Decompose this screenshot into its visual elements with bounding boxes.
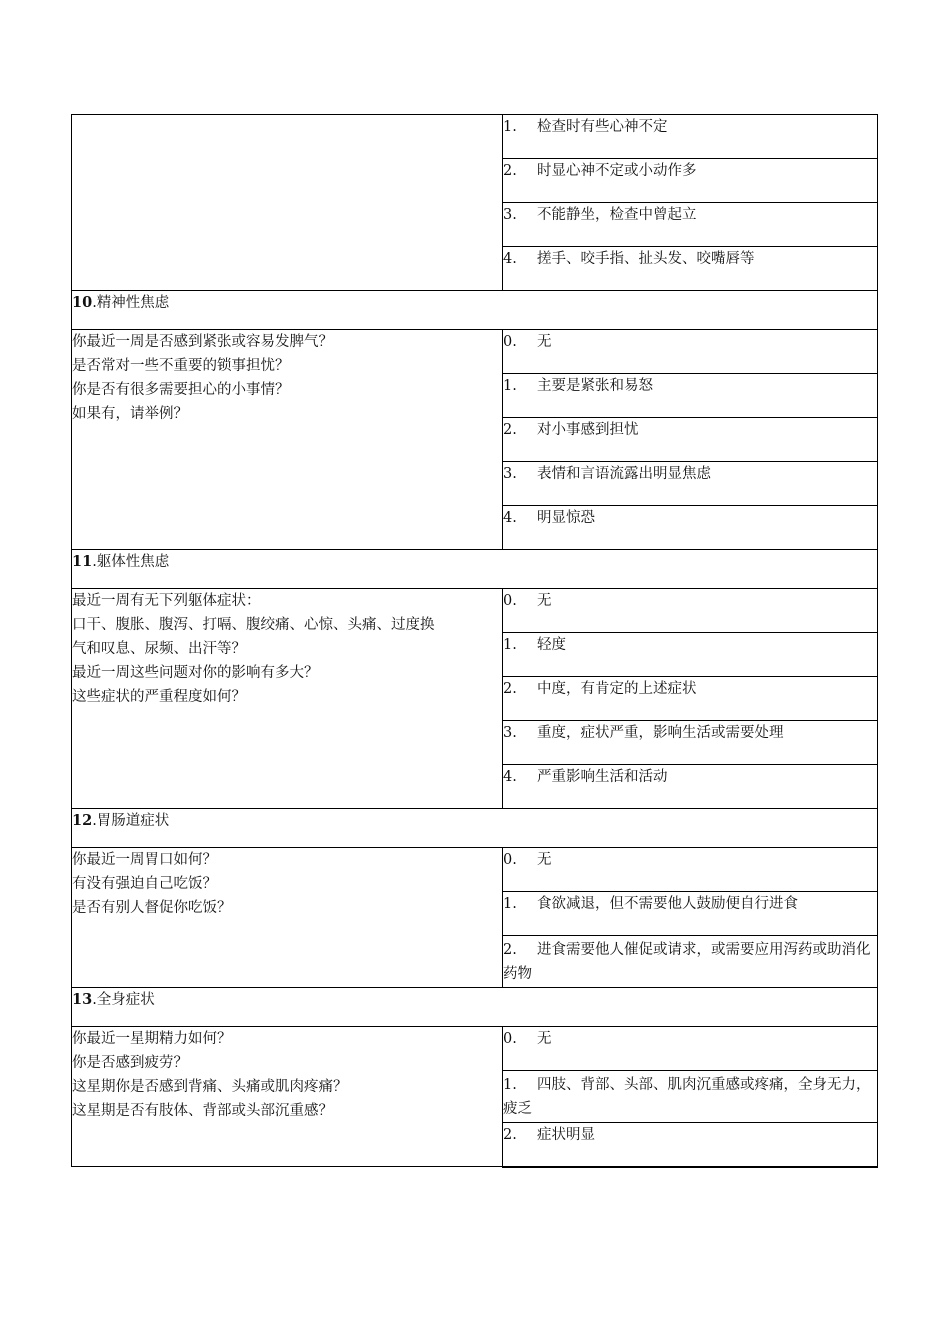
option-number: 2.: [503, 1127, 517, 1143]
option-cell: [503, 374, 878, 418]
option-number: 4.: [503, 251, 517, 267]
option-text: 检查时有些心神不定: [537, 119, 668, 135]
question-line: 你是否有很多需要担心的小事情？: [72, 382, 290, 398]
table-row: [72, 330, 878, 374]
option-text: 表情和言语流露出明显焦虑: [537, 466, 711, 482]
section-title: 全身症状: [96, 992, 155, 1008]
option-number: 2.: [503, 422, 517, 438]
option-number: 1.: [503, 119, 517, 135]
option-number: 0.: [503, 1031, 517, 1047]
option-number: 3.: [503, 207, 517, 223]
section-header: [72, 550, 878, 589]
section-separator: .: [92, 813, 97, 829]
option-text: 重度，症状严重，影响生活或需要处理: [537, 725, 784, 741]
question-cell: [72, 589, 503, 809]
rating-scale-table: [71, 114, 878, 1168]
option-cell: [503, 721, 878, 765]
section-header-row: [72, 291, 878, 330]
question-cell: [72, 1027, 503, 1167]
table-row: [72, 115, 878, 159]
option-number: 0.: [503, 334, 517, 350]
option-cell: [503, 677, 878, 721]
option-number: 0.: [503, 593, 517, 609]
option-text: 不能静坐，检查中曾起立: [537, 207, 697, 223]
section-number: 11: [72, 553, 93, 570]
option-number: 4.: [503, 769, 517, 785]
option-cell: [503, 936, 878, 988]
question-line: 气和叹息、尿频、出汗等？: [72, 641, 246, 657]
option-number: 1.: [503, 378, 517, 394]
section-title: 精神性焦虑: [96, 295, 170, 311]
question-line: 这些症状的严重程度如何？: [72, 689, 246, 705]
option-number: 3.: [503, 466, 517, 482]
option-cell: [503, 633, 878, 677]
question-line: 如果有，请举例？: [72, 406, 188, 422]
option-text: 中度，有肯定的上述症状: [537, 681, 697, 697]
section-separator: .: [92, 295, 97, 311]
section-header-row: [72, 550, 878, 589]
option-number: 0.: [503, 852, 517, 868]
table-row: [72, 589, 878, 633]
question-line: 最近一周有无下列躯体症状：: [72, 593, 261, 609]
option-number: 4.: [503, 510, 517, 526]
section-number: 10: [72, 294, 93, 311]
option-text: 无: [537, 334, 552, 350]
option-number: 1.: [503, 637, 517, 653]
question-line: 你最近一周胃口如何？: [72, 852, 217, 868]
question-line: 是否常对一些不重要的锁事担忧？: [72, 358, 290, 374]
option-text: 进食需要他人催促或请求，或需要应用泻药或助消化药物: [503, 942, 871, 982]
section-number: 12: [72, 812, 93, 829]
option-cell: [503, 765, 878, 809]
option-text: 明显惊恐: [537, 510, 595, 526]
option-cell: [503, 115, 878, 159]
section-header: [72, 291, 878, 330]
section-title: 胃肠道症状: [96, 813, 170, 829]
option-text: 时显心神不定或小动作多: [537, 163, 697, 179]
question-line: 是否有别人督促你吃饭？: [72, 900, 232, 916]
question-cell: [72, 848, 503, 988]
option-text: 严重影响生活和活动: [537, 769, 668, 785]
section-header: [72, 809, 878, 848]
question-line: 你最近一星期精力如何？: [72, 1031, 232, 1047]
option-cell: [503, 462, 878, 506]
option-cell: [503, 506, 878, 550]
section-title: 躯体性焦虑: [96, 554, 170, 570]
question-line: 你是否感到疲劳？: [72, 1055, 188, 1071]
section-header-row: [72, 988, 878, 1027]
section-header: [72, 988, 878, 1027]
table-row: [72, 848, 878, 892]
section-separator: .: [92, 554, 97, 570]
option-text: 食欲减退，但不需要他人鼓励便自行进食: [537, 896, 798, 912]
question-cell: [72, 115, 503, 291]
option-cell: [503, 247, 878, 291]
question-line: 最近一周这些问题对你的影响有多大？: [72, 665, 319, 681]
option-text: 无: [537, 593, 552, 609]
option-cell: [503, 892, 878, 936]
option-number: 1.: [503, 896, 517, 912]
option-cell: [503, 1071, 878, 1123]
option-cell: [503, 848, 878, 892]
option-text: 症状明显: [537, 1127, 595, 1143]
section-separator: .: [92, 992, 97, 1008]
option-cell: [503, 1027, 878, 1071]
question-line: 这星期你是否感到背痛、头痛或肌肉疼痛？: [72, 1079, 348, 1095]
option-number: 2.: [503, 681, 517, 697]
option-cell: [503, 203, 878, 247]
option-text: 轻度: [537, 637, 566, 653]
section-header-row: [72, 809, 878, 848]
option-cell: [503, 589, 878, 633]
question-line: 口干、腹胀、腹泻、打嗝、腹绞痛、心惊、头痛、过度换: [72, 617, 435, 633]
option-text: 搓手、咬手指、扯头发、咬嘴唇等: [537, 251, 755, 267]
option-text: 四肢、背部、头部、肌肉沉重感或疼痛，全身无力，疲乏: [503, 1077, 871, 1117]
option-text: 主要是紧张和易怒: [537, 378, 653, 394]
option-text: 无: [537, 1031, 552, 1047]
question-line: 这星期是否有肢体、背部或头部沉重感？: [72, 1103, 333, 1119]
option-number: 1.: [503, 1077, 517, 1093]
option-number: 3.: [503, 725, 517, 741]
option-cell: [503, 1123, 878, 1167]
option-text: 无: [537, 852, 552, 868]
option-number: 2.: [503, 163, 517, 179]
question-line: 有没有强迫自己吃饭？: [72, 876, 217, 892]
option-number: 2.: [503, 942, 517, 958]
option-cell: [503, 418, 878, 462]
option-text: 对小事感到担忧: [537, 422, 639, 438]
option-cell: [503, 330, 878, 374]
section-number: 13: [72, 991, 93, 1008]
question-line: 你最近一周是否感到紧张或容易发脾气？: [72, 334, 333, 350]
option-cell: [503, 159, 878, 203]
table-row: [72, 1027, 878, 1071]
question-cell: [72, 330, 503, 550]
